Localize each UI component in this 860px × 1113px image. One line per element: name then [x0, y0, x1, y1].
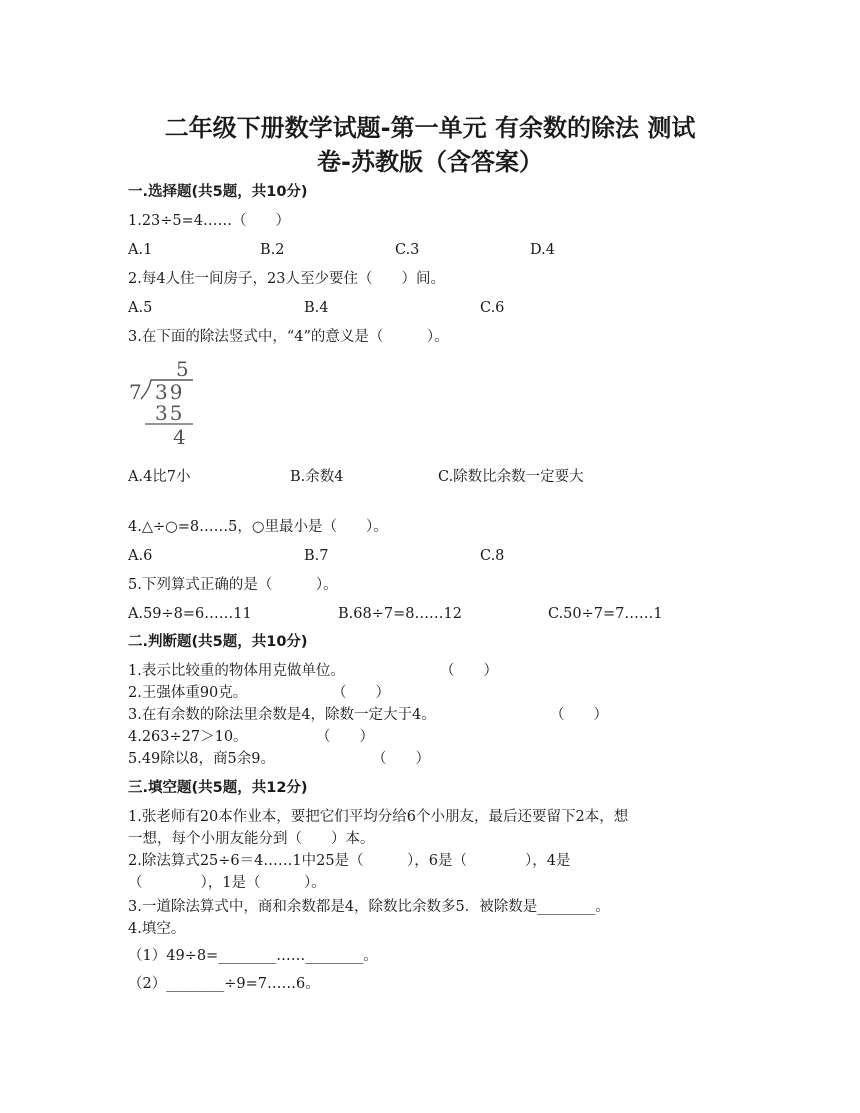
q3-option-b: B.余数4	[290, 469, 344, 485]
fill-q2-line2: （ ），1是（ ）。	[128, 875, 326, 891]
q4-option-a: A.6	[128, 548, 153, 564]
question-4-stem: 4.△÷○=8……5，○里最小是（ ）。	[128, 519, 388, 535]
judge-item-5: 5.49除以8，商5余9。	[128, 751, 275, 767]
fill-q1-line2: 一想，每个小朋友能分到（ ）本。	[128, 831, 375, 847]
judge-item-4: 4.263÷27＞10。	[128, 729, 248, 745]
judge-item-5-answer[interactable]: （ ）	[372, 751, 430, 767]
division-quotient: 5	[176, 357, 189, 381]
q3-option-a: A.4比7小	[128, 469, 191, 485]
question-3-stem: 3.在下面的除法竖式中，“4”的意义是（ ）。	[128, 329, 449, 345]
division-divisor: 7	[129, 380, 142, 404]
q5-option-c: C.50÷7=7……1	[548, 606, 663, 622]
fill-q4-part1: （1）49÷8=________……________。	[128, 948, 378, 964]
fill-q4-part2: （2）________÷9=7……6。	[128, 976, 320, 992]
judge-item-3: 3.在有余数的除法里余数是4，除数一定大于4。	[128, 707, 436, 723]
fill-q2-line1: 2.除法算式25÷6＝4……1中25是（ ），6是（ ），4是	[128, 853, 571, 869]
page-title-line1: 二年级下册数学试题-第一单元 有余数的除法 测试	[164, 114, 696, 142]
judge-item-2: 2.王强体重90克。	[128, 685, 248, 701]
q1-option-b: B.2	[260, 242, 285, 258]
q1-option-a: A.1	[128, 242, 153, 258]
q4-option-c: C.8	[480, 548, 505, 564]
fill-q3: 3.一道除法算式中，商和余数都是4，除数比余数多5．被除数是________。	[128, 899, 610, 915]
q1-option-d: D.4	[530, 242, 555, 258]
q2-option-a: A.5	[128, 300, 153, 316]
judge-item-1-answer[interactable]: （ ）	[440, 663, 498, 679]
division-dividend: 39	[155, 380, 185, 404]
q3-option-c: C.除数比余数一定要大	[438, 469, 584, 485]
division-remainder: 4	[173, 425, 186, 448]
division-product: 35	[155, 401, 185, 425]
fill-q4: 4.填空。	[128, 921, 186, 937]
judge-item-2-answer[interactable]: （ ）	[332, 685, 390, 701]
long-division-figure	[127, 356, 199, 448]
q4-option-b: B.7	[304, 548, 329, 564]
section-heading-judge: 二.判断题(共5题，共10分)	[128, 634, 308, 650]
page-title-line2: 卷-苏教版（含答案）	[317, 148, 543, 176]
judge-item-1: 1.表示比较重的物体用克做单位。	[128, 663, 345, 679]
question-1-stem: 1.23÷5=4……（ ）	[128, 213, 291, 229]
q5-option-a: A.59÷8=6……11	[128, 606, 252, 622]
section-heading-fill: 三.填空题(共5题，共12分)	[128, 780, 308, 796]
section-heading-choice: 一.选择题(共5题，共10分)	[128, 184, 308, 200]
q2-option-c: C.6	[480, 300, 505, 316]
judge-item-4-answer[interactable]: （ ）	[316, 729, 374, 745]
q5-option-b: B.68÷7=8……12	[338, 606, 462, 622]
q2-option-b: B.4	[304, 300, 329, 316]
question-5-stem: 5.下列算式正确的是（ ）。	[128, 577, 338, 593]
question-2-stem: 2.每4人住一间房子，23人至少要住（ ）间。	[128, 271, 446, 287]
fill-q1-line1: 1.张老师有20本作业本，要把它们平均分给6个小朋友，最后还要留下2本，想	[128, 809, 629, 825]
q1-option-c: C.3	[395, 242, 420, 258]
judge-item-3-answer[interactable]: （ ）	[550, 707, 608, 723]
